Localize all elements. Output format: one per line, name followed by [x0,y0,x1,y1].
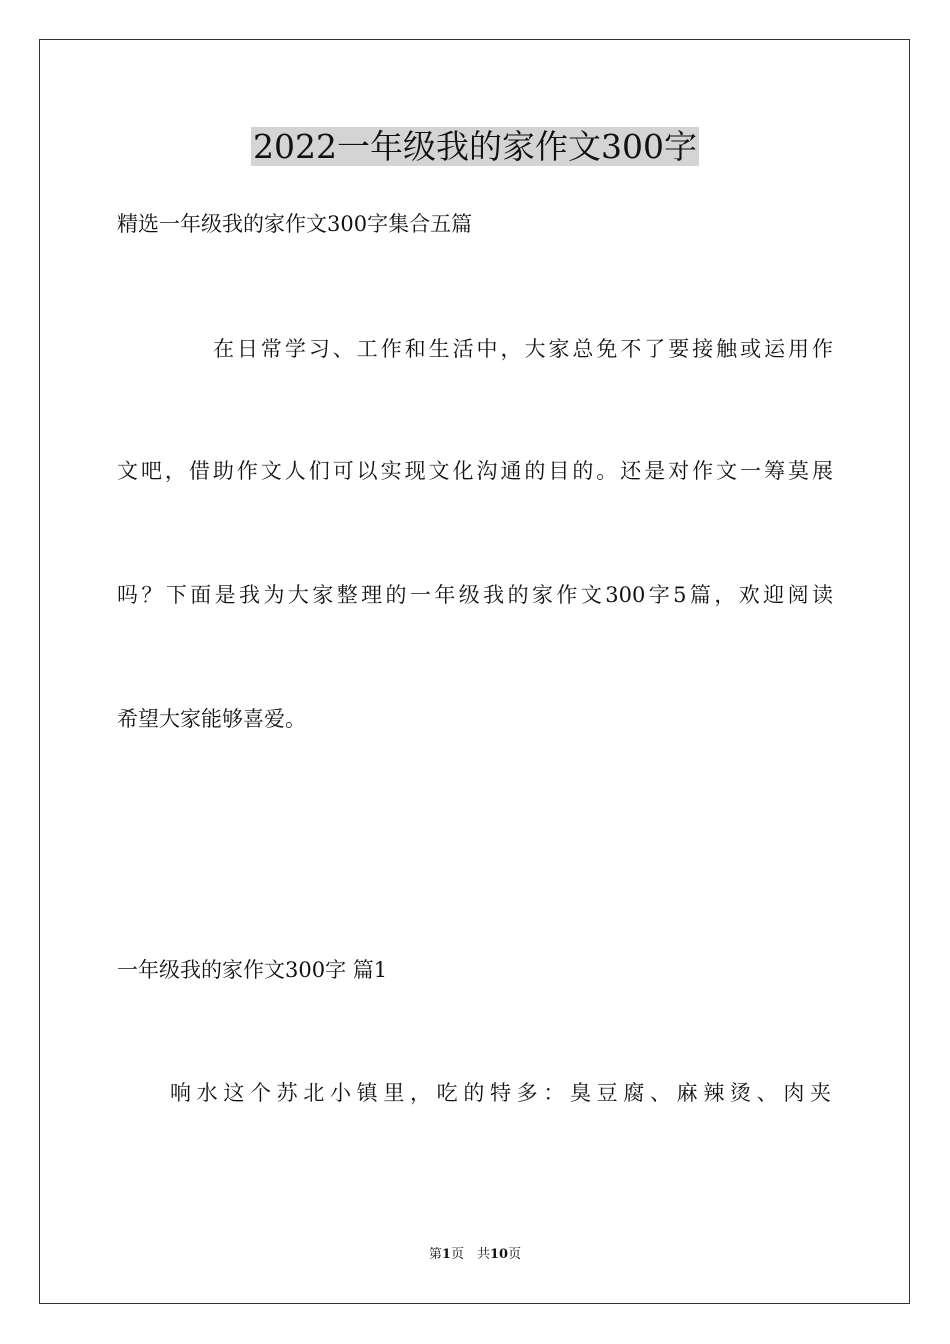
footer-page-current: 1 [441,1247,451,1262]
page-footer [0,1246,950,1264]
footer-page-mid: 页 共 [450,1247,490,1262]
intro-line-4: 希望大家能够喜爱。 [117,707,306,731]
intro-line-3: 吗？下面是我为大家整理的一年级我的家作文300字5篇，欢迎阅读 [117,583,833,607]
footer-page-prefix: 第 [428,1247,442,1262]
document-subtitle: 精选一年级我的家作文300字集合五篇 [117,212,473,236]
intro-line-1: 在日常学习、工作和生活中，大家总免不了要接触或运用作 [213,337,833,361]
footer-page-total: 10 [489,1247,509,1262]
document-title-text: 2022一年级我的家作文300字 [253,127,697,166]
intro-line-2: 文吧，借助作文人们可以实现文化沟通的目的。还是对作文一筹莫展 [117,459,833,483]
section-heading: 一年级我的家作文300字 篇1 [117,958,388,982]
document-title [0,124,950,170]
footer-page-suffix: 页 [508,1247,522,1262]
section-body-line-1: 响水这个苏北小镇里，吃的特多：臭豆腐、麻辣烫、肉夹 [170,1081,833,1105]
